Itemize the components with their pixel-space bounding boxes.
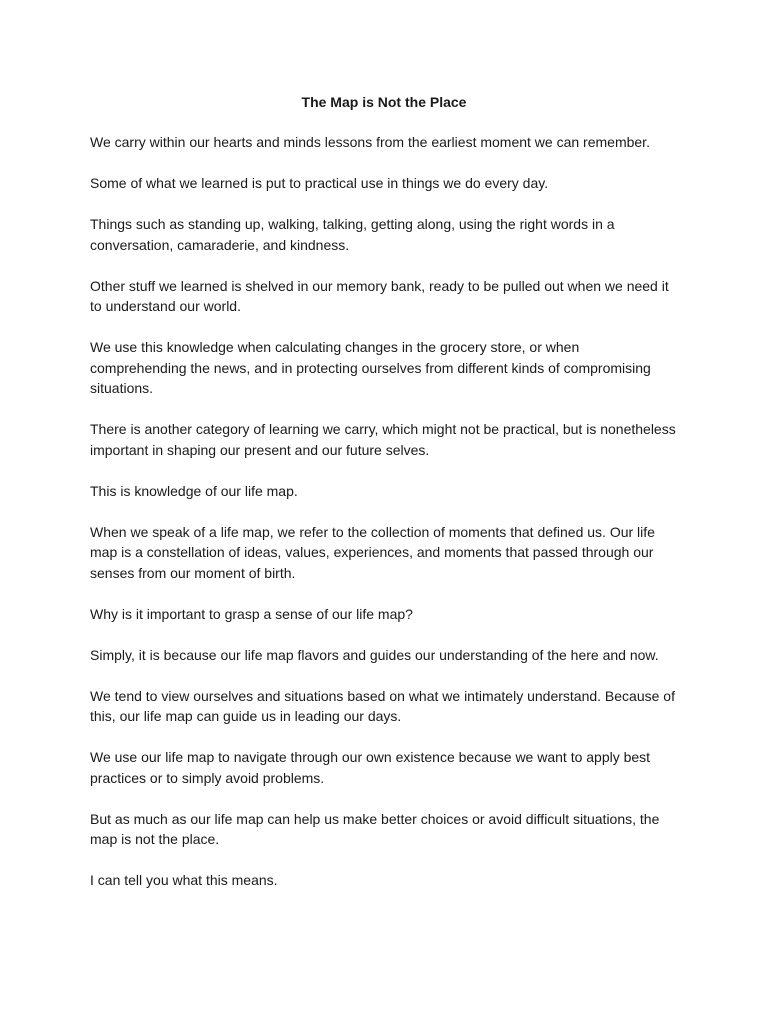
paragraph: There is another category of learning we carry, which might not be practical, but is nonetheless important in shaping our present and our future selves. xyxy=(90,421,676,458)
paragraph: We carry within our hearts and minds lessons from the earliest moment we can remember. xyxy=(90,134,650,150)
paragraph: We tend to view ourselves and situations based on what we intimately understand. Because of this, our life map can guide us in leading our days. xyxy=(90,687,675,724)
paragraph: But as much as our life map can help us make better choices or avoid difficult situations, the map is not the place. xyxy=(90,810,660,847)
paragraph: We use our life map to navigate through our own existence because we want to apply best practices or to simply avoid problems. xyxy=(90,749,651,786)
paragraph: Some of what we learned is put to practical use in things we do every day. xyxy=(90,175,549,191)
paragraph: Things such as standing up, walking, talking, getting along, using the right words in a conversation, camaraderie, and kindness. xyxy=(90,216,615,253)
paragraph: We use this knowledge when calculating changes in the grocery store, or when comprehending the news, and in protecting ourselves from different kinds of compromising situations. xyxy=(90,339,651,396)
document-title: The Map is Not the Place xyxy=(301,94,467,110)
document-page xyxy=(90,92,678,911)
paragraph: When we speak of a life map, we refer to the collection of moments that defined us. Our life map is a constellation of ideas, values, experiences, and moments that passed through our senses from our moment of birth. xyxy=(90,523,655,581)
paragraph: Simply, it is because our life map flavors and guides our understanding of the here and now. xyxy=(90,646,659,663)
paragraph: Other stuff we learned is shelved in our memory bank, ready to be pulled out when we need it to understand our world. xyxy=(90,277,669,314)
paragraph: This is knowledge of our life map. xyxy=(90,482,298,499)
paragraph: Why is it important to grasp a sense of our life map? xyxy=(90,605,413,622)
paragraph: I can tell you what this means. xyxy=(90,872,278,888)
